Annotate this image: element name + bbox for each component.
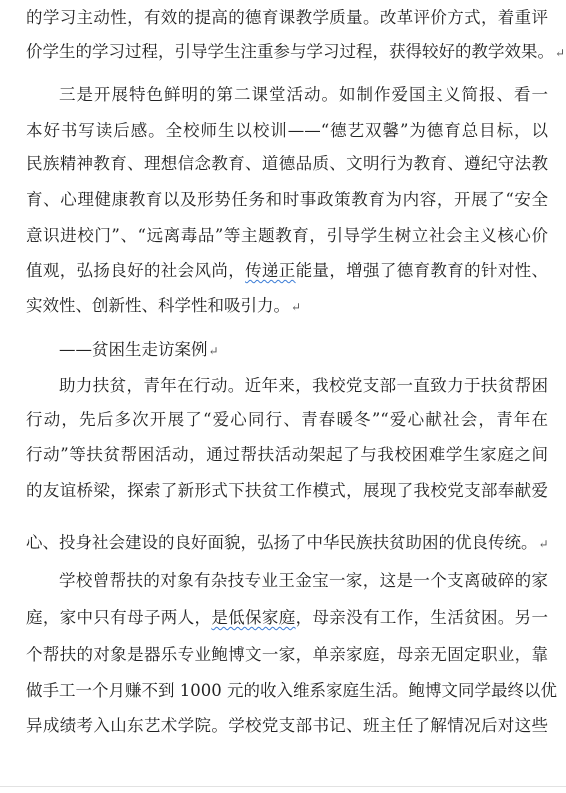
text-line	[26, 36, 566, 68]
line-text: 实效性、创新性、科学性和吸引力。	[26, 296, 290, 315]
text-line	[26, 115, 548, 147]
line-text: 个帮扶的对象是器乐专业鲍博文一家，单亲家庭，母亲无固定职业，靠	[26, 645, 548, 664]
text-line	[26, 675, 557, 707]
line-text: 的友谊桥梁，探索了新形式下扶贫工作模式，展现了我校党支部奉献爱	[26, 481, 548, 500]
line-text: 价学生的学习过程，引导学生注重参与学习过程，获得较好的教学效果。	[26, 42, 554, 61]
line-text: 学校曾帮扶的对象有杂技专业王金宝一家，这是一个支离破碎的家	[59, 571, 548, 590]
paragraph-mark-icon: ↵	[555, 46, 566, 60]
text-line	[26, 602, 548, 634]
line-text: 异成绩考入山东艺术学院。学校党支部书记、班主任了解情况后对这些	[26, 716, 548, 735]
text-line	[26, 148, 548, 180]
text-line	[26, 220, 548, 252]
line-text: ，母亲没有工作，生活贫困。另一	[295, 608, 549, 627]
text-line	[59, 565, 548, 597]
line-text: 育、心理健康教育以及形势任务和时事政策教育为内容，开展了“安全	[26, 190, 548, 209]
paragraph-mark-icon: ↵	[538, 537, 549, 551]
text-line	[26, 475, 548, 507]
text-line	[26, 255, 548, 287]
paragraph-mark-icon: ↵	[208, 344, 219, 358]
paragraph-mark-icon: ↵	[291, 300, 302, 314]
subheading-text: ——贫困生走访案例	[59, 340, 208, 359]
line-text: 本好书写读后感。全校师生以校训——“德艺双馨”为德育总目标，以	[26, 121, 548, 140]
line-text: 能量，增强了德育教育的针对性、	[295, 261, 549, 280]
line-text: 行动，先后多次开展了“爱心同行、青春暖冬”“爱心献社会，青年在	[26, 410, 548, 429]
subheading-line	[59, 334, 219, 366]
text-line	[26, 639, 548, 671]
text-line	[26, 710, 548, 742]
line-text: 心、投身社会建设的良好面貌，弘扬了中华民族扶贫助困的优良传统。	[26, 533, 538, 552]
line-text: 值观，弘扬良好的社会风尚，	[26, 261, 246, 280]
line-text: 民族精神教育、理想信念教育、道德品质、文明行为教育、遵纪守法教	[26, 154, 548, 173]
text-line	[26, 290, 548, 322]
spellcheck-underline-text[interactable]: 传递正	[245, 261, 296, 280]
text-line	[26, 527, 548, 559]
spellcheck-underline-text[interactable]: 是低保家庭	[211, 608, 296, 627]
text-line	[26, 404, 548, 436]
line-text: 意识进校门”、“远离毒品”等主题教育，引导学生树立社会主义核心价	[26, 226, 548, 245]
page-bottom-divider	[0, 786, 566, 787]
line-text: 庭，家中只有母子两人，	[26, 608, 212, 627]
text-line	[26, 184, 548, 216]
text-line	[59, 79, 548, 111]
text-line	[59, 370, 548, 402]
line-text: 做手工一个月赚不到 1000 元的收入维系家庭生活。鲍博文同学最终以优	[26, 681, 557, 700]
text-line	[26, 439, 548, 471]
line-text: 三是开展特色鲜明的第二课堂活动。如制作爱国主义简报、看一	[59, 85, 548, 104]
text-line	[26, 2, 548, 34]
line-text: 助力扶贫，青年在行动。近年来，我校党支部一直致力于扶贫帮困	[59, 376, 548, 395]
line-text: 的学习主动性，有效的提高的德育课教学质量。改革评价方式，着重评	[26, 8, 548, 27]
line-text: 行动”等扶贫帮困活动，通过帮扶活动架起了与我校困难学生家庭之间	[26, 445, 548, 464]
